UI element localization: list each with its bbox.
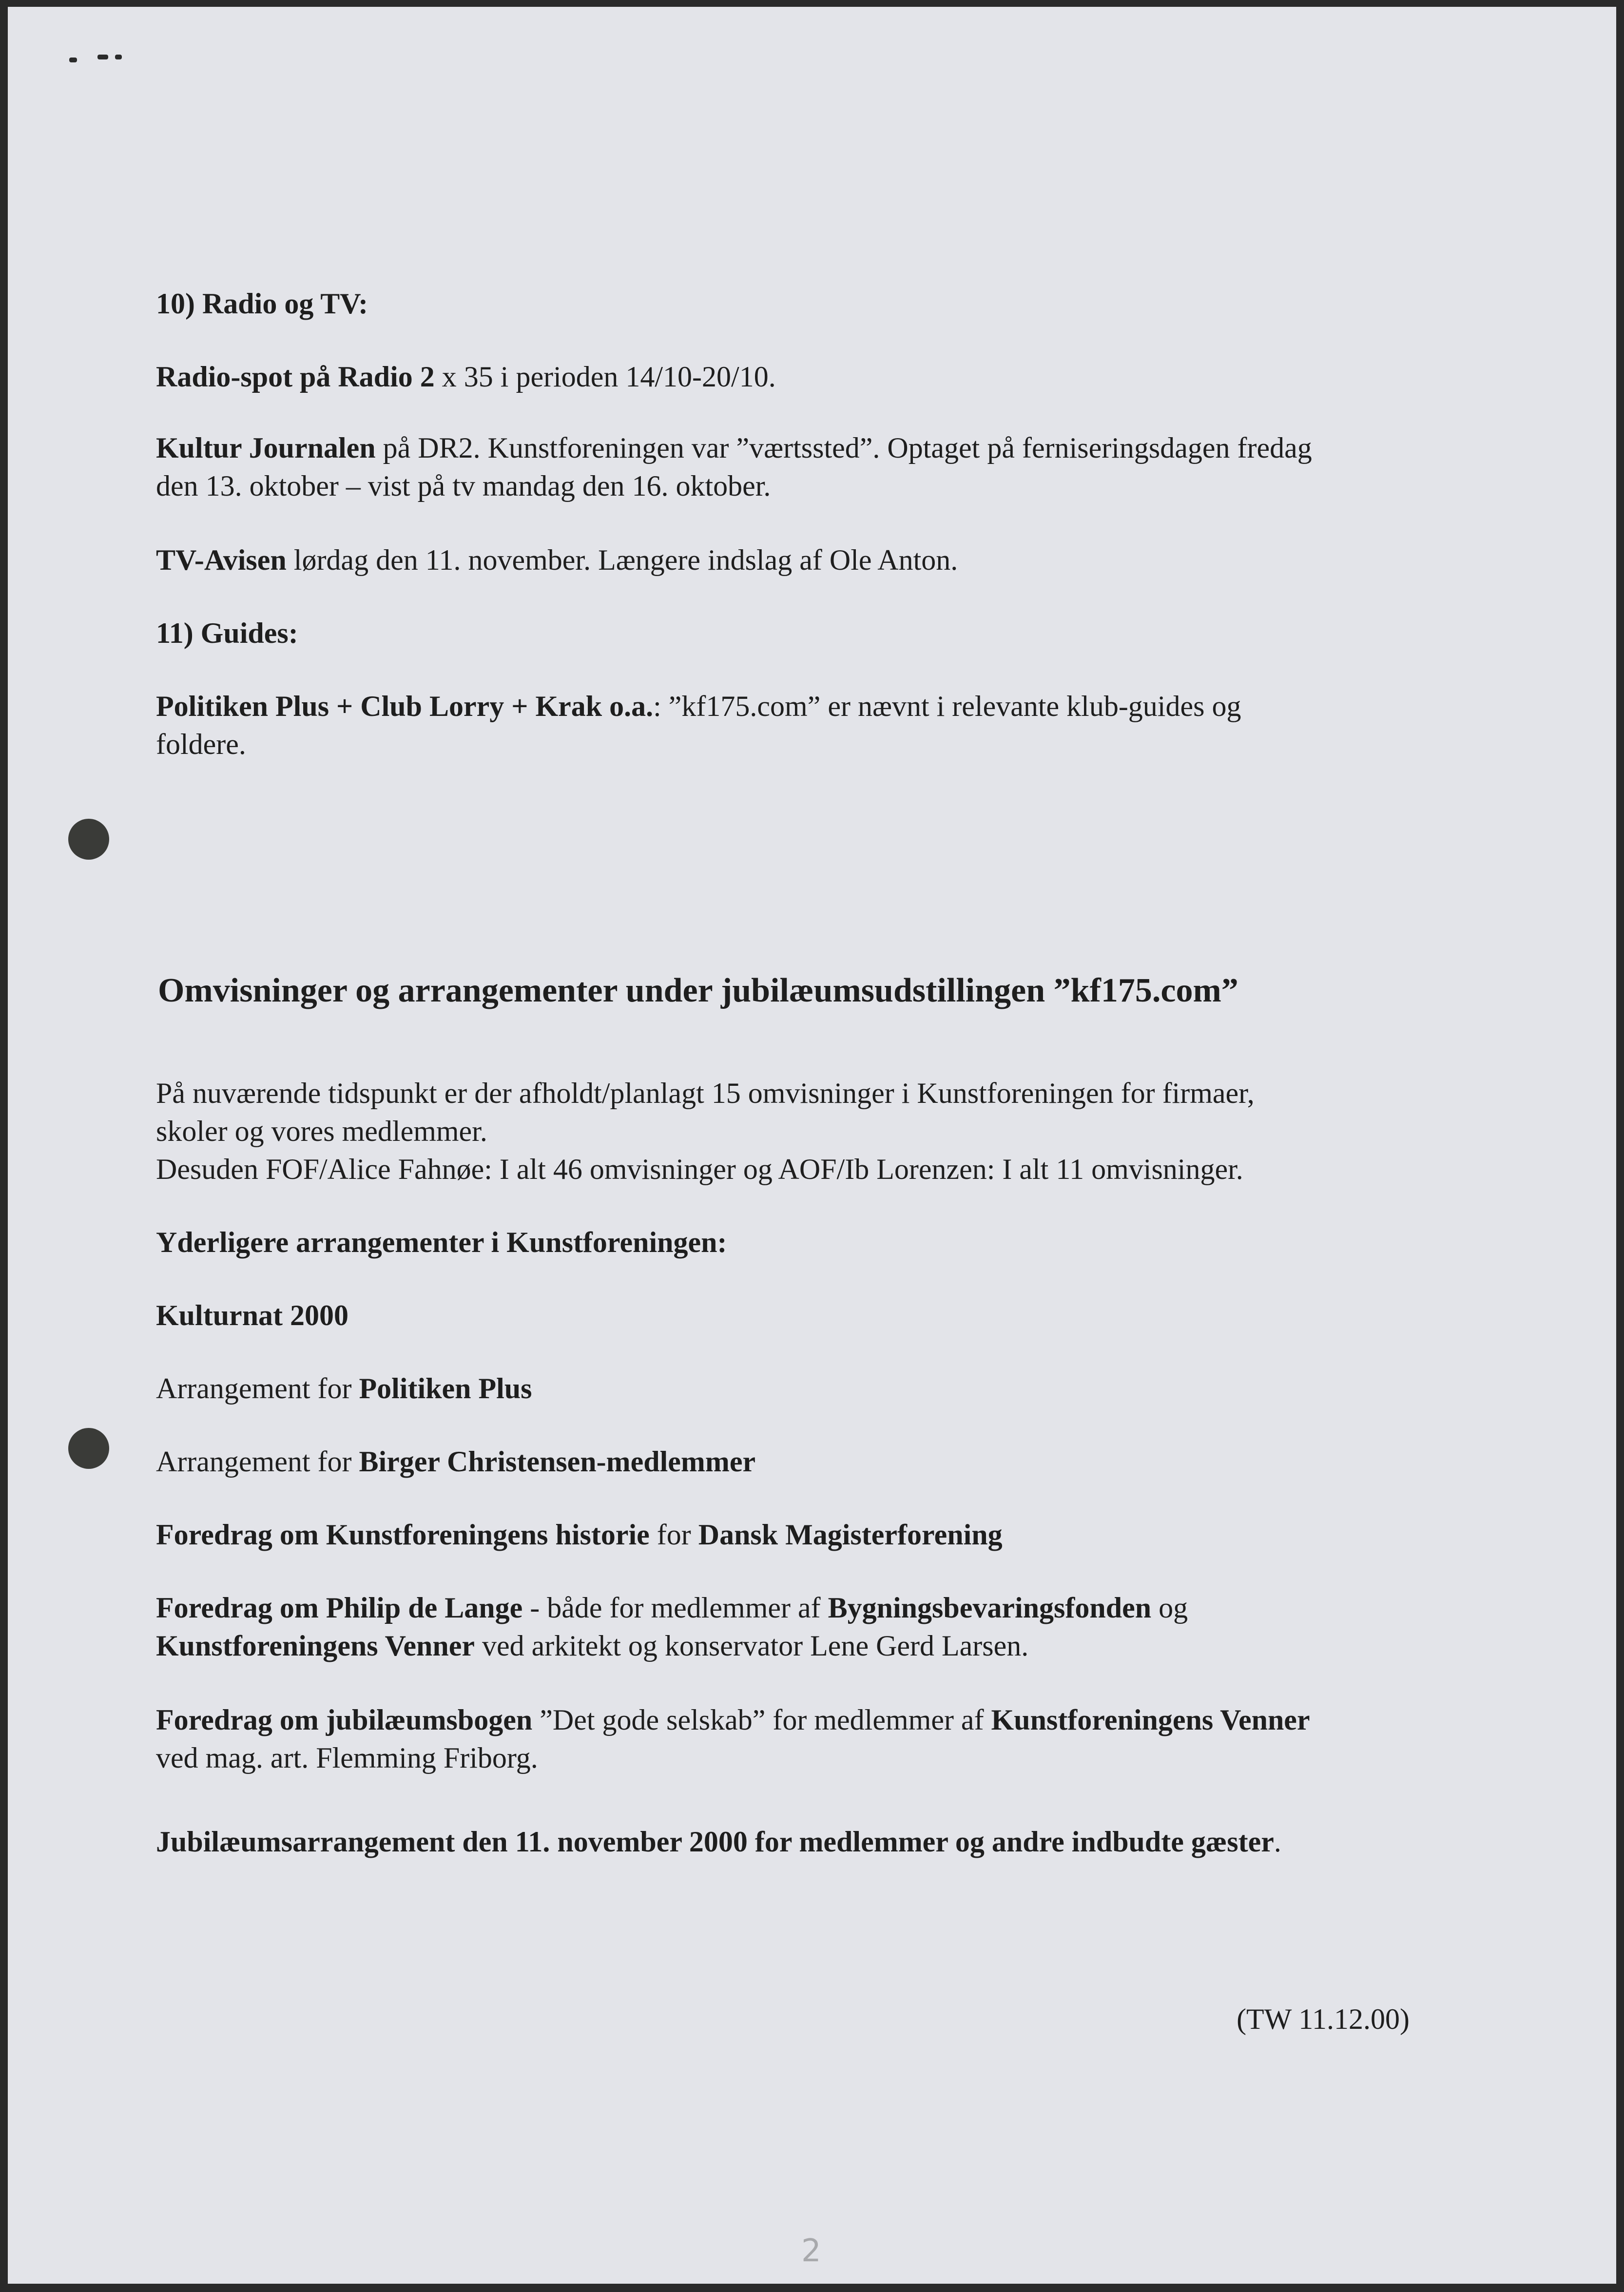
signature-date: (TW 11.12.00) [1237,2003,1410,2035]
staple-mark [115,55,122,59]
arrangement-politiken: Arrangement for Politiken Plus [156,1372,532,1405]
yderligere-subheading: Yderligere arrangementer i Kunstforeningen: [156,1226,727,1258]
staple-mark [97,55,108,59]
intro-line-2: skoler og vores medlemmer. [156,1115,487,1147]
kultur-journalen-line-1: Kultur Journalen på DR2. Kunstforeningen var ”værtssted”. Optaget på ferniseringsdagen fredag [156,432,1312,464]
section-10-heading: 10) Radio og TV: [156,288,368,320]
kulturnat-item: Kulturnat 2000 [156,1299,349,1331]
jubilaeumsarrangement-line: Jubilæumsarrangement den 11. november 2000 for medlemmer og andre indbudte gæster. [156,1826,1281,1858]
staple-mark [69,58,77,62]
foredrag-jubilaeumsbog-line-1: Foredrag om jubilæumsbogen ”Det gode selskab” for medlemmer af Kunstforeningens Venner [156,1704,1310,1736]
punch-hole-bottom [68,1428,109,1469]
tv-avisen-line: TV-Avisen lørdag den 11. november. Længere indslag af Ole Anton. [156,544,958,576]
handwritten-page-number: 2 [801,2233,821,2269]
arrangement-birger: Arrangement for Birger Christensen-medlemmer [156,1445,756,1478]
section-11-heading: 11) Guides: [156,617,298,649]
guides-line-1: Politiken Plus + Club Lorry + Krak o.a.: ”kf175.com” er nævnt i relevante klub-guides og [156,690,1241,722]
punch-hole-top [68,819,109,860]
foredrag-jubilaeumsbog-line-2: ved mag. art. Flemming Friborg. [156,1742,538,1774]
kultur-journalen-line-2: den 13. oktober – vist på tv mandag den 16. oktober. [156,470,771,502]
foredrag-philip-line-1: Foredrag om Philip de Lange - både for medlemmer af Bygningsbevaringsfonden og [156,1592,1188,1624]
intro-line-3: Desuden FOF/Alice Fahnøe: I alt 46 omvisninger og AOF/Ib Lorenzen: I alt 11 omvisninger. [156,1153,1243,1185]
omvisninger-title: Omvisninger og arrangementer under jubilæumsudstillingen ”kf175.com” [158,972,1238,1009]
intro-line-1: På nuværende tidspunkt er der afholdt/planlagt 15 omvisninger i Kunstforeningen for firmaer, [156,1077,1255,1109]
document-page [8,7,1616,2284]
guides-line-2: foldere. [156,728,246,760]
radio-spot-line: Radio-spot på Radio 2 x 35 i perioden 14/10-20/10. [156,361,776,393]
foredrag-historie: Foredrag om Kunstforeningens historie for Dansk Magisterforening [156,1519,1003,1551]
foredrag-philip-line-2: Kunstforeningens Venner ved arkitekt og konservator Lene Gerd Larsen. [156,1630,1029,1662]
